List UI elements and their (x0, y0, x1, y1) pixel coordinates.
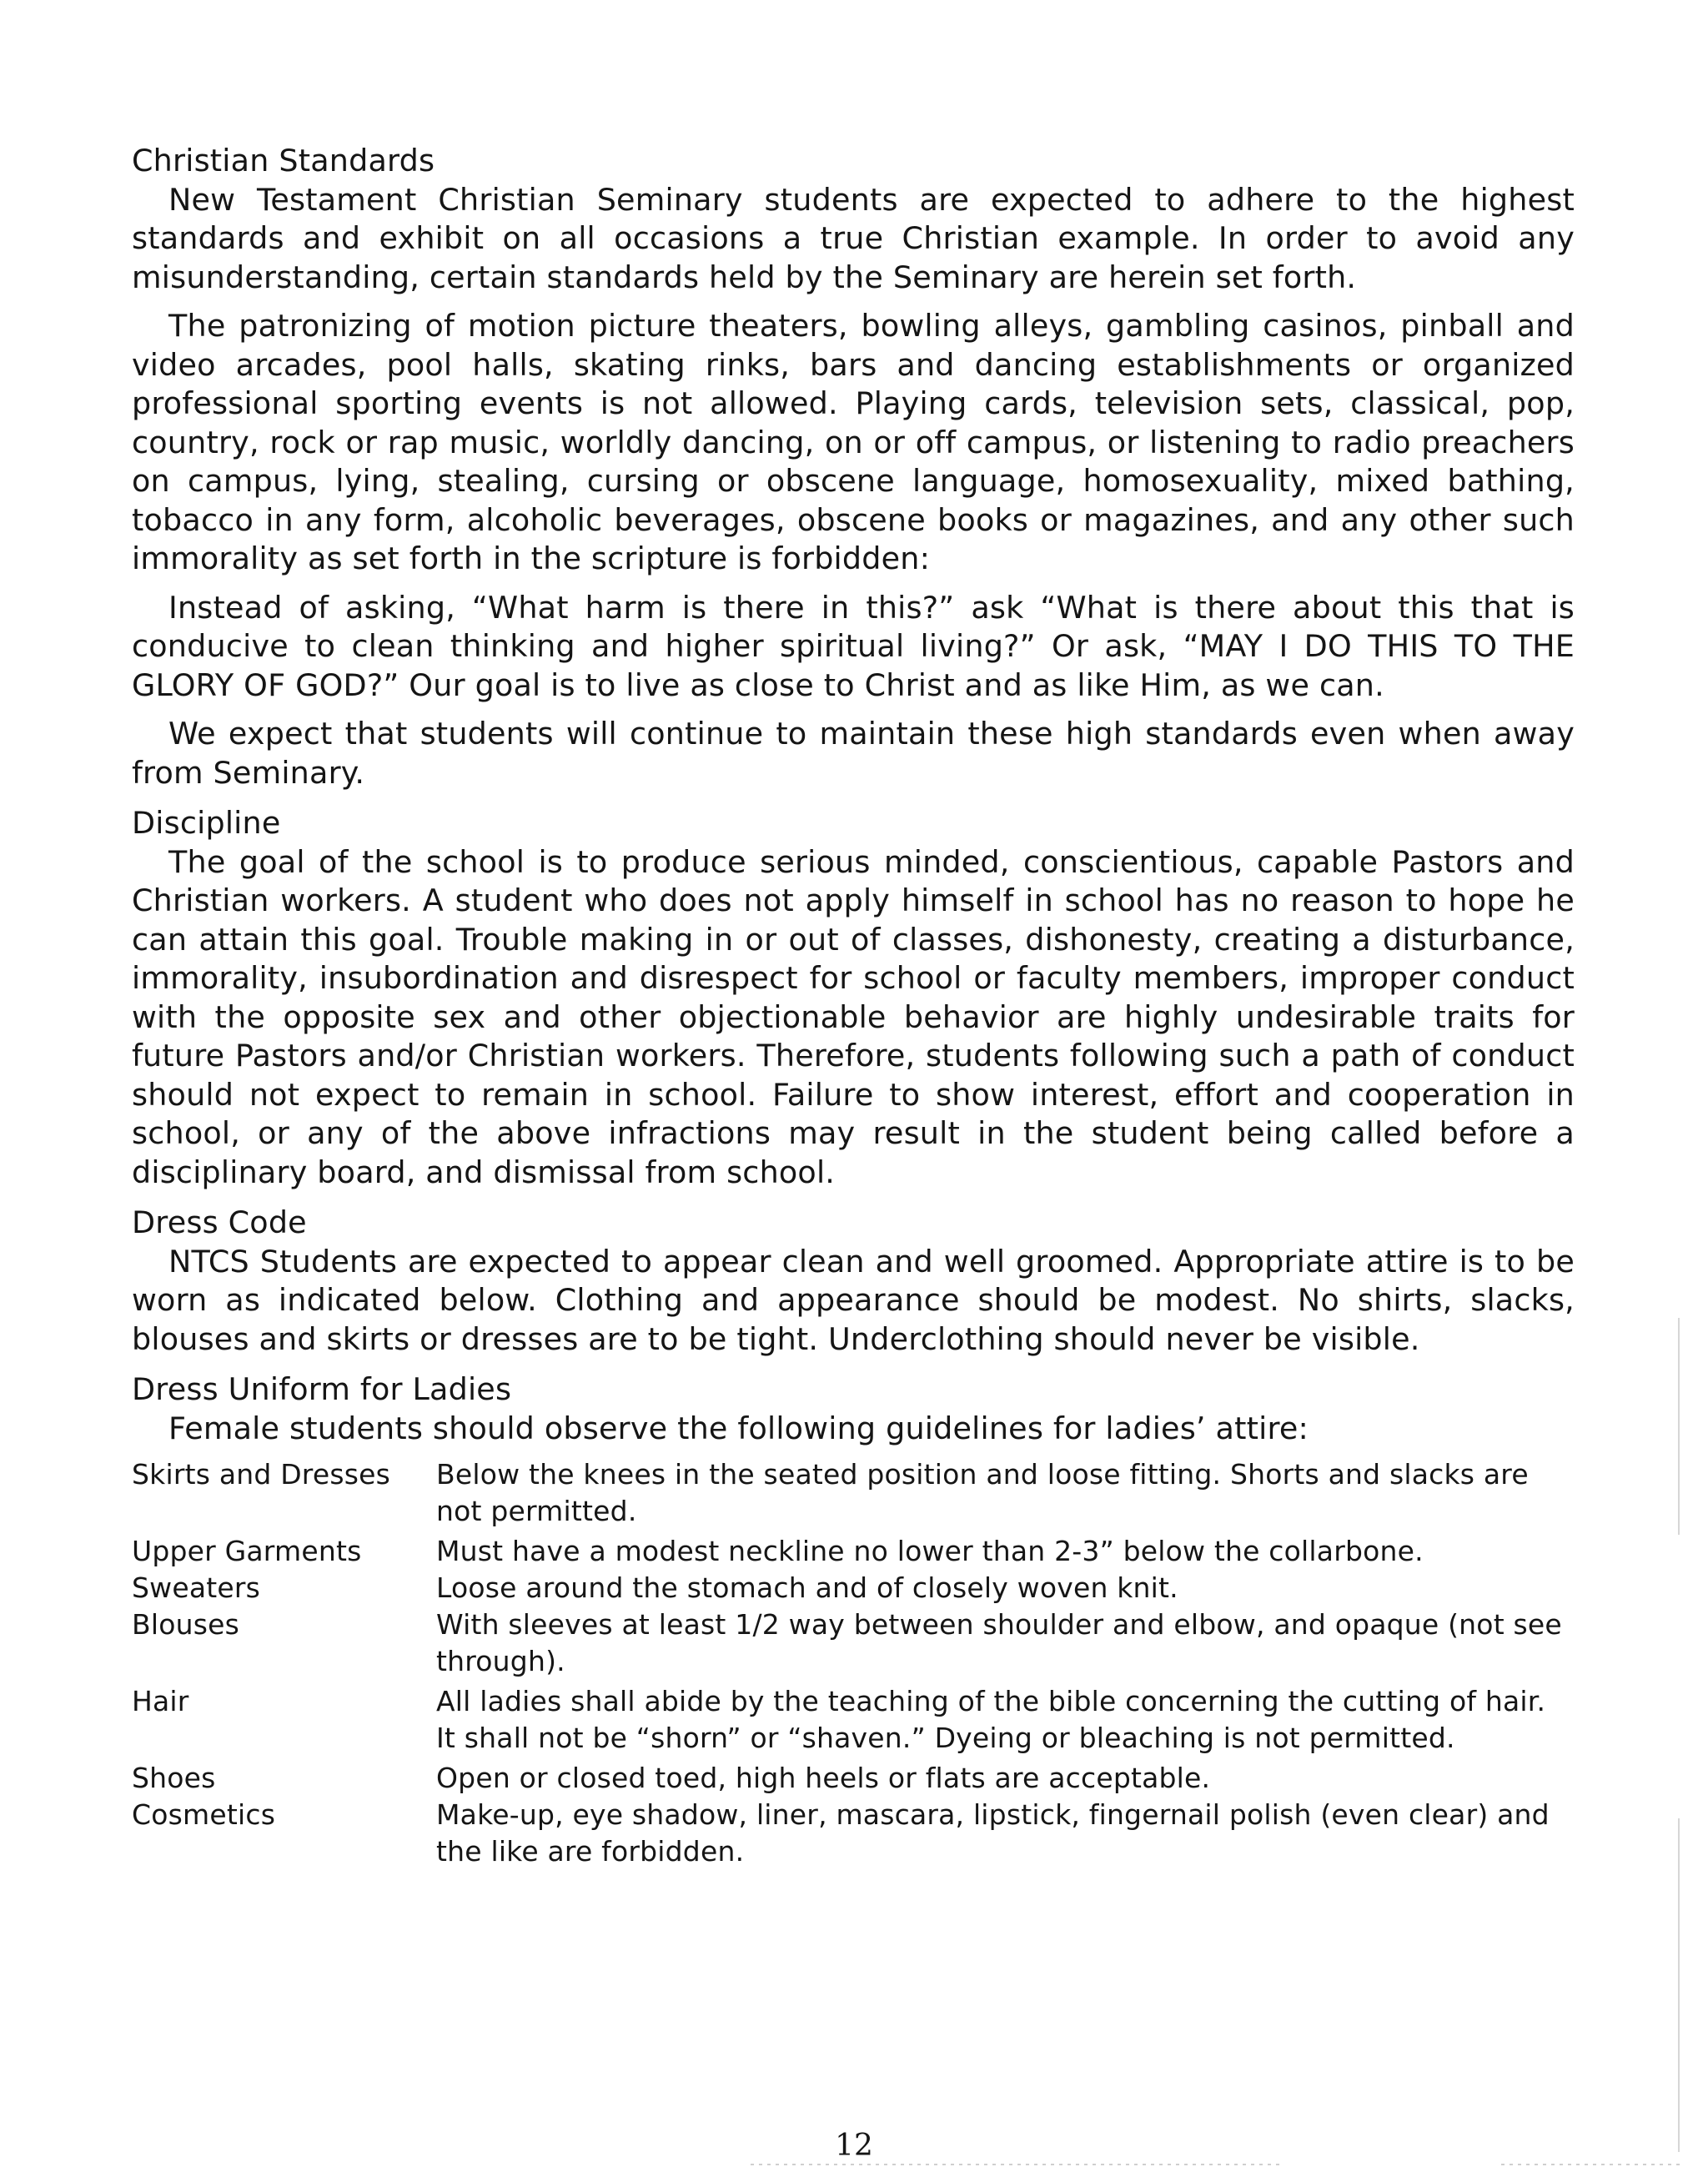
paragraph: The goal of the school is to produce serious minded, conscientious, capable Pastors and Christian workers. A student who does not apply himself in school has no reason to hope he can attain this goal. Trouble making in or out of classes, dishonesty, creating a disturbance, immorality, insubordination and disrespect for school or faculty members, improper conduct with the opposite sex and other objectionable behavior are highly undesirable traits for future Pastors and/or Christian workers. Therefore, students following such a path of conduct should not expect to remain in school. Failure to show interest, effort and cooperation in school, or any of the above infractions may result in the student being called before a disciplinary board, and dismissal from school. (132, 843, 1575, 1190)
section-discipline (132, 804, 1575, 1192)
attire-item: Hair (132, 1685, 189, 1717)
page-content (132, 142, 1575, 1870)
attire-rule: With sleeves at least 1/2 way between shoulder and elbow, and opaque (not see through). (436, 1608, 1562, 1677)
section-ladies-uniform (132, 1370, 1575, 1870)
attire-guidelines-table (132, 1456, 1566, 1870)
attire-rule: All ladies shall abide by the teaching of the bible concerning the cutting of hair. It shall not be “shorn” or “shaven.” Dyeing or bleaching is not permitted. (436, 1685, 1546, 1754)
section-heading: Dress Uniform for Ladies (132, 1371, 512, 1407)
paragraph: NTCS Students are expected to appear clean and well groomed. Appropriate attire is to be worn as indicated below. Clothing and appearance should be modest. No shirts, slacks, blouses and skirts or dresses are to be tight. Underclothing should never be visible. (132, 1243, 1575, 1357)
table-row (132, 1456, 1566, 1530)
attire-item: Shoes (132, 1762, 216, 1794)
paragraph: Female students should observe the following guidelines for ladies’ attire: (168, 1410, 1309, 1446)
section-heading: Dress Code (132, 1204, 307, 1240)
attire-item: Sweaters (132, 1571, 261, 1604)
attire-item: Cosmetics (132, 1798, 276, 1831)
scan-margin-line (1678, 1818, 1680, 2152)
table-row (132, 1530, 1566, 1570)
attire-item: Skirts and Dresses (132, 1458, 391, 1491)
attire-rule: Make-up, eye shadow, liner, mascara, lipstick, fingernail polish (even clear) and the like are forbidden. (436, 1798, 1550, 1868)
scan-margin-line (1678, 1318, 1680, 1535)
table-row (132, 1570, 1566, 1606)
attire-item: Blouses (132, 1608, 240, 1641)
page-number: 12 (835, 2129, 873, 2163)
attire-rule: Below the knees in the seated position and loose fitting. Shorts and slacks are not permitted. (436, 1458, 1529, 1527)
table-row (132, 1757, 1566, 1797)
table-row (132, 1797, 1566, 1870)
paragraph: We expect that students will continue to maintain these high standards even when away from Seminary. (132, 716, 1575, 791)
attire-rule: Must have a modest neckline no lower than 2-3” below the collarbone. (436, 1535, 1424, 1567)
section-christian-standards (132, 142, 1575, 792)
attire-rule: Loose around the stomach and of closely woven knit. (436, 1571, 1178, 1604)
section-heading: Discipline (132, 805, 281, 841)
scan-edge-artifact (751, 2164, 1284, 2165)
section-heading: Christian Standards (132, 143, 435, 178)
table-row (132, 1606, 1566, 1680)
section-dress-code (132, 1204, 1575, 1359)
paragraph: New Testament Christian Seminary students are expected to adhere to the highest standards and exhibit on all occasions a true Christian example. In order to avoid any misunderstanding, certain standards held by the Seminary are herein set forth. (132, 181, 1575, 295)
paragraph: Instead of asking, “What harm is there in this?” ask “What is there about this that is conducive to clean thinking and higher spiritual living?” Or ask, “MAY I DO THIS TO THE GLORY OF GOD?” Our goal is to live as close to Christ and as like Him, as we can. (132, 589, 1575, 703)
paragraph: The patronizing of motion picture theaters, bowling alleys, gambling casinos, pinball and video arcades, pool halls, skating rinks, bars and dancing establishments or organized professional sporting events is not allowed. Playing cards, television sets, classical, pop, country, rock or rap music, worldly dancing, on or off campus, or listening to radio preachers on campus, lying, stealing, cursing or obscene language, homosexuality, mixed bathing, tobacco in any form, alcoholic beverages, obscene books or magazines, and any other such immorality as set forth in the scripture is forbidden: (132, 308, 1575, 576)
scan-edge-artifact (1501, 2164, 1685, 2165)
attire-rule: Open or closed toed, high heels or flats are acceptable. (436, 1762, 1211, 1794)
attire-item: Upper Garments (132, 1535, 362, 1567)
table-row (132, 1680, 1566, 1757)
